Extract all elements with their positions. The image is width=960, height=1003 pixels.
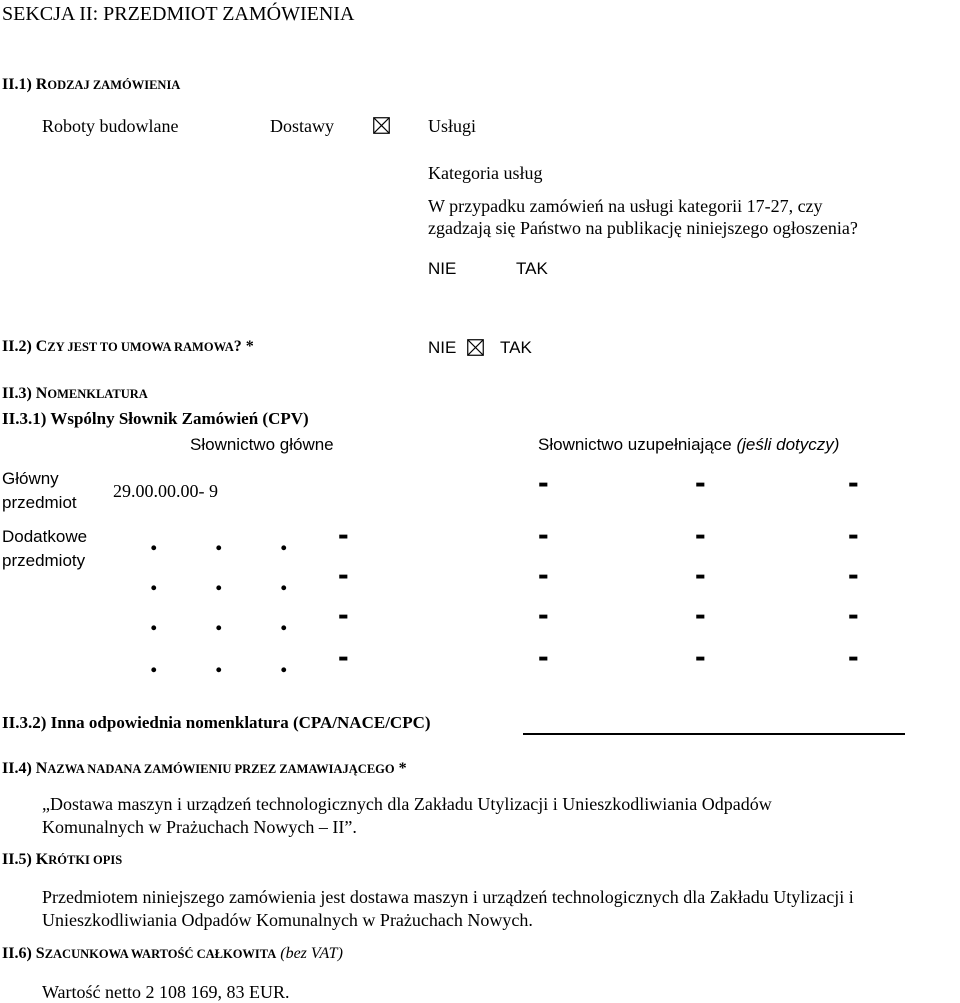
ramowa-tak: TAK [500, 338, 532, 357]
dash-mark: - [695, 556, 706, 592]
dash-mark: - [538, 596, 549, 632]
dot-mark: . [150, 604, 158, 637]
dash-mark: - [538, 556, 549, 592]
question-line-2: zgadzają się Państwo na publikację niniejszego ogłoszenia? [428, 218, 858, 238]
fill-in-line[interactable] [523, 733, 905, 735]
dash-mark: - [338, 596, 349, 632]
dash-mark: - [848, 464, 859, 500]
dot-mark: . [280, 524, 288, 557]
glowny-label-1: Główny [2, 469, 59, 488]
dash-mark: - [695, 596, 706, 632]
dash-mark: - [695, 638, 706, 674]
heading-ii1: II.1) RODZAJ ZAMÓWIENIA [2, 76, 181, 93]
option-tak: TAK [516, 259, 548, 278]
option-nie: NIE [428, 259, 457, 278]
dot-mark: . [215, 604, 223, 637]
subheading-other-nomenclature: II.3.2) Inna odpowiednia nomenklatura (CPA/NACE/CPC) [2, 713, 431, 732]
glowny-cpv-code: 29.00.00.00- 9 [113, 481, 218, 501]
dash-mark: - [848, 638, 859, 674]
section-title: SEKCJA II: PRZEDMIOT ZAMÓWIENIA [2, 3, 355, 25]
dot-mark: . [280, 646, 288, 679]
dash-mark: - [538, 464, 549, 500]
dot-mark: . [215, 564, 223, 597]
kategoria-uslug-label: Kategoria usług [428, 163, 543, 183]
dot-mark: . [150, 646, 158, 679]
checked-box-icon[interactable] [373, 117, 390, 134]
dot-mark: . [150, 524, 158, 557]
dot-mark: . [280, 564, 288, 597]
estimated-value: Wartość netto 2 108 169, 83 EUR. [42, 982, 290, 1002]
dot-mark: . [215, 524, 223, 557]
dodatkowe-label-2: przedmioty [2, 551, 86, 570]
checked-box-icon[interactable] [467, 339, 484, 356]
dash-mark: - [848, 596, 859, 632]
option-roboty-budowlane: Roboty budowlane [42, 116, 179, 136]
description-line-2: Unieszkodliwiania Odpadów Komunalnych w Prażuchach Nowych. [42, 910, 533, 930]
dash-mark: - [338, 556, 349, 592]
ramowa-nie: NIE [428, 338, 457, 357]
contract-name-line-2: Komunalnych w Prażuchach Nowych – II”. [42, 817, 357, 837]
subheading-cpv: II.3.1) Wspólny Słownik Zamówień (CPV) [2, 409, 309, 428]
heading-ii2: II.2) CZY JEST TO UMOWA RAMOWA? * [2, 338, 254, 355]
column-slownictwo-uzupelniajace: Słownictwo uzupełniające (jeśli dotyczy) [538, 435, 840, 454]
dot-mark: . [215, 646, 223, 679]
dot-mark: . [150, 564, 158, 597]
heading-ii3: II.3) NOMENKLATURA [2, 385, 148, 402]
heading-ii5: II.5) KRÓTKI OPIS [2, 851, 123, 868]
glowny-label-2: przedmiot [2, 493, 77, 512]
contract-name-line-1: „Dostawa maszyn i urządzeń technologicznych dla Zakładu Utylizacji i Unieszkodliwiania Odpadów [42, 794, 772, 814]
dot-mark: . [280, 604, 288, 637]
dash-mark: - [695, 464, 706, 500]
heading-ii4: II.4) NAZWA NADANA ZAMÓWIENIU PRZEZ ZAMAWIAJĄCEGO * [2, 760, 407, 777]
dash-mark: - [848, 516, 859, 552]
dodatkowe-label-1: Dodatkowe [2, 527, 88, 546]
heading-ii6: II.6) SZACUNKOWA WARTOŚĆ CAŁKOWITA (bez VAT) [2, 945, 343, 962]
dash-mark: - [848, 556, 859, 592]
dash-mark: - [338, 516, 349, 552]
option-dostawy: Dostawy [270, 116, 334, 136]
dash-mark: - [695, 516, 706, 552]
option-uslugi: Usługi [428, 116, 477, 136]
column-slownictwo-glowne: Słownictwo główne [190, 435, 334, 454]
question-line-1: W przypadku zamówień na usługi kategorii 17-27, czy [428, 196, 823, 216]
dash-mark: - [538, 516, 549, 552]
description-line-1: Przedmiotem niniejszego zamówienia jest dostawa maszyn i urządzeń technologicznych dla Zakładu Utylizacji i [42, 887, 854, 907]
dash-mark: - [538, 638, 549, 674]
dash-mark: - [338, 638, 349, 674]
